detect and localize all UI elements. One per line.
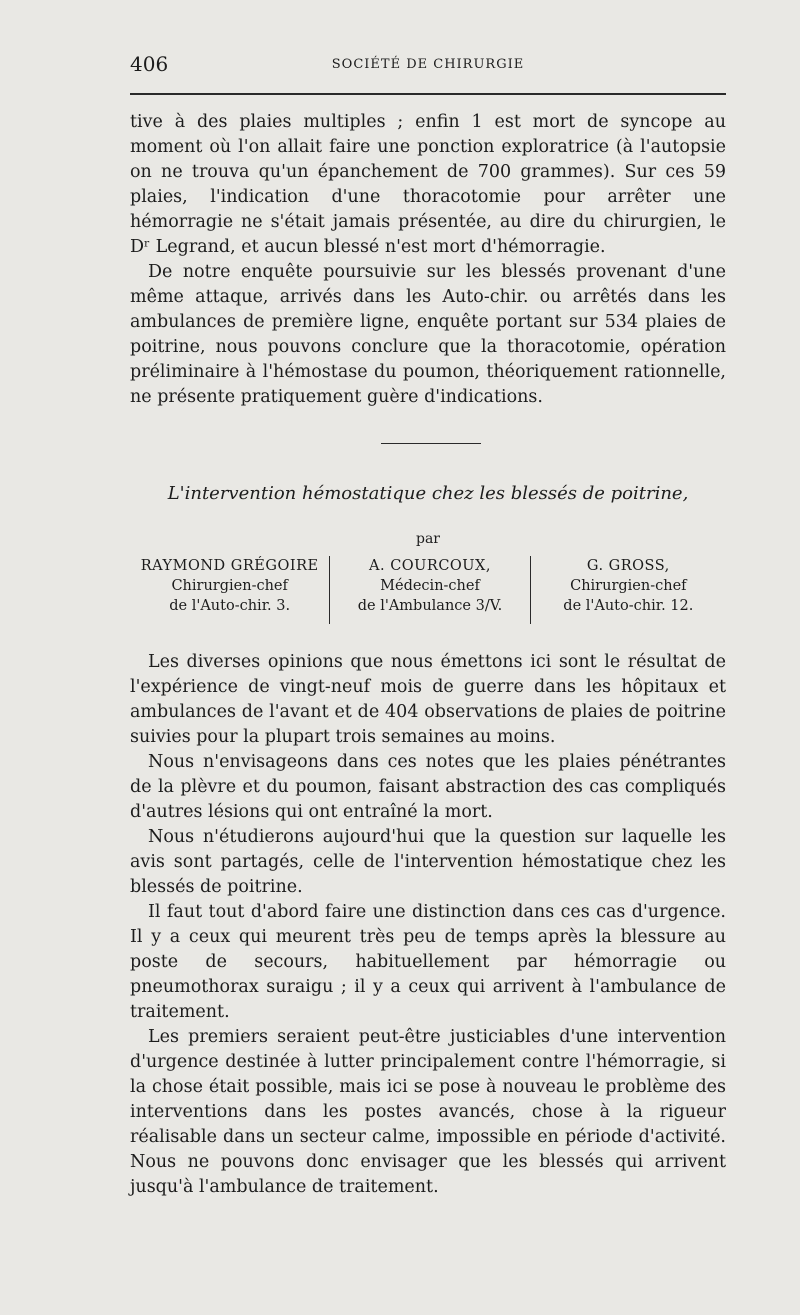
paragraph: Nous n'étudierons aujourd'hui que la question sur laquelle les avis sont partagés, celle de l'intervention hémostatique chez les blessés de poitrine. [130, 827, 726, 897]
header-rule [130, 93, 726, 95]
byline-par: par [415, 531, 440, 547]
article-body [130, 650, 726, 1200]
article-title: L'intervention hémostatique chez les blessés de poitrine, [167, 483, 689, 504]
author-unit: de l'Auto-chir. 12. [563, 598, 694, 614]
page-number: 406 [130, 52, 169, 76]
author-block [130, 556, 726, 624]
author-1 [130, 556, 329, 624]
author-role: Chirurgien-chef [171, 578, 288, 594]
paragraph: Les diverses opinions que nous émettons ici sont le résultat de l'expérience de vingt-neuf mois de guerre dans les hôpitaux et ambulances de l'avant et de 404 observations de plaies de poitrine suivies pour la plupart trois semaines au moins. [130, 652, 726, 747]
paragraph: Nous n'envisageons dans ces notes que les plaies pénétrantes de la plèvre et du poumon, faisant abstraction des cas compliqués d'autres lésions qui ont entraîné la mort. [130, 752, 726, 822]
author-name: G. GROSS, [586, 558, 670, 574]
paragraph: Il faut tout d'abord faire une distinction dans ces cas d'urgence. Il y a ceux qui meurent très peu de temps après la blessure au poste de secours, habituellement par hémorragie ou pneumothorax suraigu ; il y a ceux qui arrivent à l'ambulance de traitement. [130, 902, 726, 1022]
paragraph: tive à des plaies multiples ; enfin 1 est mort de syncope au moment où l'on allait faire une ponction exploratrice (à l'autopsie on ne trouva qu'un épanchement de 700 grammes). Sur ces 59 plaies, l'indication d'une thoracotomie pour arrêter une hémorragie ne s'était jamais présentée, au dire du chirurgien, le Dʳ Legrand, et aucun blessé n'est mort d'hémorragie. [130, 112, 726, 257]
author-unit: de l'Ambulance 3/V. [357, 598, 503, 614]
running-title: SOCIÉTÉ DE CHIRURGIE [331, 57, 525, 72]
previous-article-text [130, 110, 726, 410]
paragraph: De notre enquête poursuivie sur les blessés provenant d'une même attaque, arrivés dans les Auto-chir. ou arrêtés dans les ambulances de première ligne, enquête portant sur 534 plaies de poitrine, nous pouvons conclure que la thoracotomie, opération préliminaire à l'hémostase du poumon, théoriquement rationnelle, ne présente pratiquement guère d'indications. [130, 262, 726, 407]
author-unit: de l'Auto-chir. 3. [169, 598, 291, 614]
author-2 [329, 556, 530, 624]
author-role: Chirurgien-chef [570, 578, 687, 594]
paragraph: Les premiers seraient peut-être justiciables d'une intervention d'urgence destinée à lutter principalement contre l'hémorragie, si la chose était possible, mais ici se pose à nouveau le problème des interventions dans les postes avancés, chose à la rigueur réalisable dans un secteur calme, impossible en période d'activité. Nous ne pouvons donc envisager que les blessés qui arrivent jusqu'à l'ambulance de traitement. [130, 1027, 726, 1197]
section-separator [381, 443, 481, 444]
page-header [130, 52, 726, 82]
author-name: RAYMOND GRÉGOIRE [140, 558, 319, 574]
author-name: A. COURCOUX, [369, 558, 491, 574]
author-role: Médecin-chef [380, 578, 480, 594]
author-3 [531, 556, 726, 624]
